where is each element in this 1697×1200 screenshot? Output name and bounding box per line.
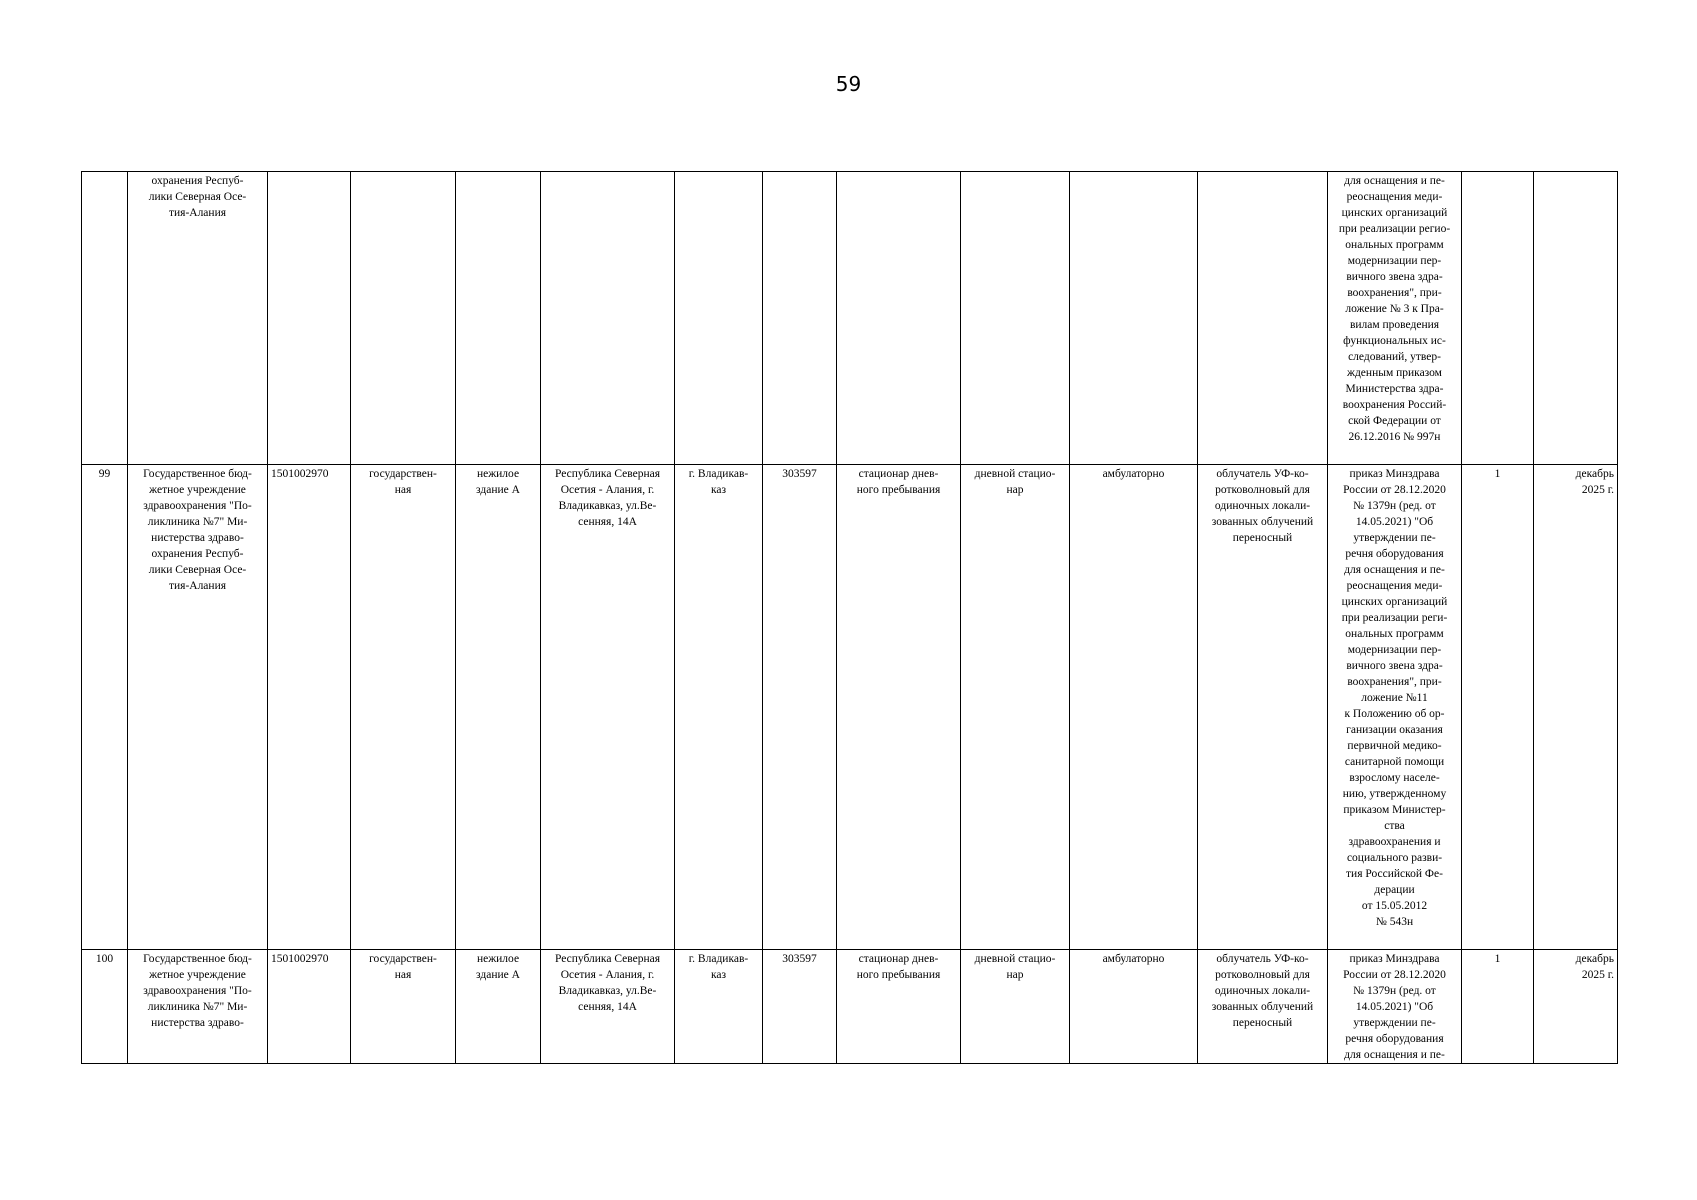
cell-org-name: охранения Респуб- лики Северная Осе- тия-Алания	[128, 172, 268, 465]
cell-quantity	[1462, 172, 1534, 465]
cell-address: Республика Северная Осетия - Алания, г. Владикавказ, ул.Ве- сенняя, 14А	[541, 465, 675, 950]
equipment-table	[81, 171, 1618, 1064]
cell-city	[675, 172, 763, 465]
cell-unit-type: стационар днев- ного пребывания	[837, 950, 961, 1064]
cell-unit-type	[837, 172, 961, 465]
cell-city: г. Владикав- каз	[675, 950, 763, 1064]
cell-address: Республика Северная Осетия - Алания, г. Владикавказ, ул.Ве- сенняя, 14А	[541, 950, 675, 1064]
cell-quantity: 1	[1462, 465, 1534, 950]
cell-inn: 1501002970	[268, 950, 351, 1064]
cell-equipment: облучатель УФ-ко- ротковолновый для одиночных локали- зованных облучений переносный	[1198, 950, 1328, 1064]
cell-num: 99	[82, 465, 128, 950]
cell-ownership	[351, 172, 456, 465]
cell-unit-name	[961, 172, 1070, 465]
cell-date	[1534, 172, 1618, 465]
cell-date: декабрь 2025 г.	[1534, 465, 1618, 950]
table-row	[82, 950, 1618, 1064]
cell-equipment: облучатель УФ-ко- ротковолновый для одиночных локали- зованных облучений переносный	[1198, 465, 1328, 950]
cell-date: декабрь 2025 г.	[1534, 950, 1618, 1064]
page-number: 59	[835, 72, 862, 96]
cell-inn: 1501002970	[268, 465, 351, 950]
cell-quantity: 1	[1462, 950, 1534, 1064]
cell-org-name: Государственное бюд- жетное учреждение здравоохранения "По- ликлиника №7" Ми- нистерства здраво- охранения Респуб- лики Северная Осе- тия-Алания	[128, 465, 268, 950]
cell-care-form: амбулаторно	[1070, 950, 1198, 1064]
cell-unit-name: дневной стацио- нар	[961, 950, 1070, 1064]
cell-regulation: для оснащения и пе- реоснащения меди- цинских организаций при реализации регио- ональных программ модернизации пер- вичного звена здра- воохранения", при- ложение № 3 к Пра- вилам проведения функциональных ис- следований, утвер- жденным приказом Министерства здра- воохранения Россий- ской Федерации от 26.12.2016 № 997н	[1328, 172, 1462, 465]
table-row	[82, 465, 1618, 950]
cell-code: 303597	[763, 465, 837, 950]
cell-ownership: государствен- ная	[351, 950, 456, 1064]
cell-org-name: Государственное бюд- жетное учреждение здравоохранения "По- ликлиника №7" Ми- нистерства здраво-	[128, 950, 268, 1064]
cell-code: 303597	[763, 950, 837, 1064]
cell-regulation: приказ Минздрава России от 28.12.2020 № 1379н (ред. от 14.05.2021) "Об утверждении пе- речня оборудования для оснащения и пе-	[1328, 950, 1462, 1064]
cell-care-form	[1070, 172, 1198, 465]
cell-building: нежилое здание А	[456, 465, 541, 950]
cell-city: г. Владикав- каз	[675, 465, 763, 950]
cell-equipment	[1198, 172, 1328, 465]
cell-unit-name: дневной стацио- нар	[961, 465, 1070, 950]
cell-building	[456, 172, 541, 465]
cell-building: нежилое здание А	[456, 950, 541, 1064]
cell-num	[82, 172, 128, 465]
cell-regulation: приказ Минздрава России от 28.12.2020 № 1379н (ред. от 14.05.2021) "Об утверждении пе- речня оборудования для оснащения и пе- реоснащения меди- цинских организаций при реализации реги- ональных программ модернизации пер- вичного звена здра- воохранения", при- ложение №11 к Положению об ор- ганизации оказания первичной медико- санитарной помощи взрослому населе- нию, утвержденному приказом Министер- ства здравоохранения и социального разви- тия Российской Фе- дерации от 15.05.2012 № 543н	[1328, 465, 1462, 950]
table-row	[82, 172, 1618, 465]
cell-unit-type: стационар днев- ного пребывания	[837, 465, 961, 950]
cell-ownership: государствен- ная	[351, 465, 456, 950]
cell-care-form: амбулаторно	[1070, 465, 1198, 950]
cell-code	[763, 172, 837, 465]
cell-address	[541, 172, 675, 465]
cell-num: 100	[82, 950, 128, 1064]
cell-inn	[268, 172, 351, 465]
